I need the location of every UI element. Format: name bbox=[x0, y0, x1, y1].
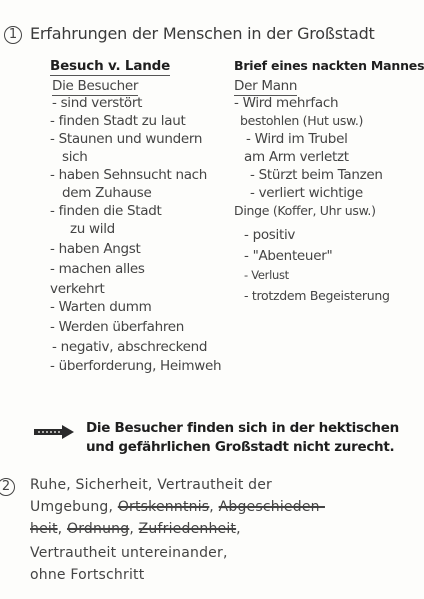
left-line: sich bbox=[62, 149, 88, 165]
right-line: - trotzdem Begeisterung bbox=[244, 288, 390, 303]
left-line: - überforderung, Heimweh bbox=[50, 358, 222, 374]
left-line: - Werden überfahren bbox=[50, 319, 185, 335]
right-line: bestohlen (Hut usw.) bbox=[240, 113, 364, 128]
conclusion-line-1: Die Besucher finden sich in der hektischen bbox=[86, 420, 399, 436]
section2-line-3 bbox=[30, 522, 241, 536]
left-line: verkehrt bbox=[50, 281, 105, 297]
left-line: - Staunen und wundern bbox=[50, 131, 203, 147]
section2-text: , bbox=[209, 499, 219, 515]
left-line: - Warten dumm bbox=[50, 299, 152, 315]
right-line: - Wird im Trubel bbox=[246, 131, 348, 147]
section2-text: Umgebung, bbox=[30, 499, 118, 515]
left-line: - sind verstört bbox=[52, 95, 143, 111]
right-line: - positiv bbox=[244, 227, 296, 243]
struck-word: Ortskenntnis bbox=[117, 499, 210, 515]
right-column-heading: Brief eines nackten Mannes bbox=[234, 58, 424, 73]
left-line: - finden Stadt zu laut bbox=[50, 113, 186, 129]
struck-word: Abgeschieden- bbox=[218, 499, 325, 515]
section-number-2: 2 bbox=[0, 478, 15, 496]
right-line: - verliert wichtige bbox=[250, 185, 363, 201]
left-line: - haben Sehnsucht nach bbox=[50, 167, 208, 183]
left-line: - finden die Stadt bbox=[50, 203, 162, 219]
section2-text: , bbox=[57, 521, 67, 537]
struck-word: Ordnung bbox=[66, 521, 130, 537]
left-line: - machen alles bbox=[50, 261, 145, 277]
left-line: dem Zuhause bbox=[62, 185, 152, 201]
left-line: - negativ, abschreckend bbox=[52, 339, 208, 355]
page-title: Erfahrungen der Menschen in der Großstadt bbox=[30, 24, 375, 43]
section2-line-4: Vertrautheit untereinander, bbox=[30, 545, 228, 561]
struck-word: heit bbox=[30, 521, 58, 537]
left-line: - haben Angst bbox=[50, 241, 141, 257]
right-line: - Verlust bbox=[244, 268, 289, 282]
right-line: am Arm verletzt bbox=[244, 149, 349, 165]
right-line: - Wird mehrfach bbox=[234, 95, 339, 111]
struck-word: Zufriedenheit bbox=[138, 521, 237, 537]
section2-text: , bbox=[129, 521, 139, 537]
section2-line-2 bbox=[30, 500, 325, 514]
section2-line-1: Ruhe, Sicherheit, Vertrautheit der bbox=[30, 477, 273, 493]
section2-text: , bbox=[236, 521, 241, 537]
right-line: Dinge (Koffer, Uhr usw.) bbox=[234, 203, 376, 218]
arrow-icon bbox=[32, 424, 78, 440]
right-line: Der Mann bbox=[234, 78, 298, 94]
left-column-heading: Besuch v. Lande bbox=[50, 58, 171, 74]
conclusion-line-2: und gefährlichen Großstadt nicht zurecht. bbox=[86, 439, 395, 455]
section-number-1: 1 bbox=[4, 26, 22, 44]
section2-line-5: ohne Fortschritt bbox=[30, 567, 145, 583]
right-line: - Stürzt beim Tanzen bbox=[250, 167, 383, 183]
left-line: Die Besucher bbox=[52, 78, 139, 94]
right-line: - "Abenteuer" bbox=[244, 248, 333, 264]
left-line: zu wild bbox=[70, 221, 115, 237]
